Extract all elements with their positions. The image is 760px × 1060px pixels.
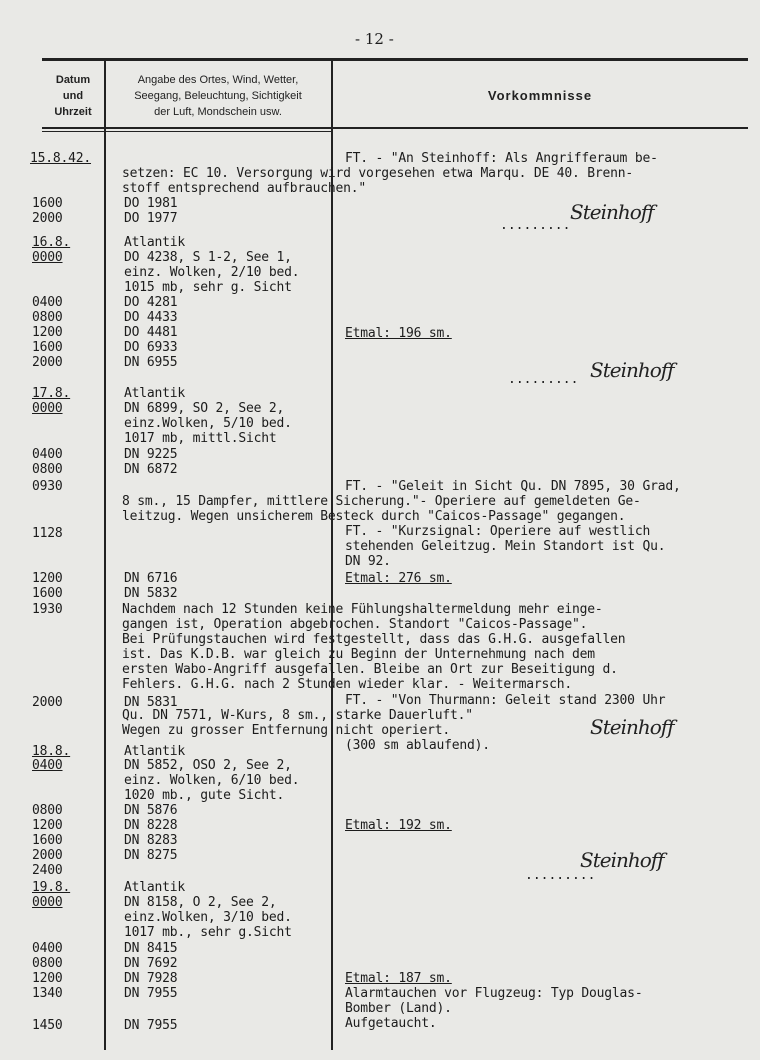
signature-dots-1: ......... [500, 218, 571, 233]
log-line: 1600 [32, 196, 63, 211]
log-line: 1600 [32, 586, 63, 601]
log-line: DO 6933 [124, 340, 178, 355]
log-line: ersten Wabo-Angriff ausgefallen. Bleibe an Ort zur Beseitigung d. [122, 662, 618, 677]
log-line: 1200 [32, 325, 63, 340]
header-location-weather [108, 72, 328, 120]
log-line: Etmal: 276 sm. [345, 571, 452, 586]
log-line: 1930 [32, 602, 63, 617]
log-line: ist. Das K.D.B. war gleich zu Beginn der Unternehmung nach dem [122, 647, 595, 662]
log-line: DN 5831 [124, 695, 178, 710]
log-line: DN 6872 [124, 462, 178, 477]
log-line: 1450 [32, 1018, 63, 1033]
log-line: DN 92. [345, 554, 391, 569]
log-line: 0000 [32, 895, 63, 910]
log-line: Atlantik [124, 880, 186, 895]
log-line: 0400 [32, 758, 63, 773]
log-line: 0800 [32, 803, 63, 818]
log-line: Nachdem nach 12 Stunden keine Fühlungshaltermeldung mehr einge- [122, 602, 603, 617]
log-line: DN 6955 [124, 355, 178, 370]
log-line: DN 8415 [124, 941, 178, 956]
header-bottom-rule-2 [42, 131, 332, 132]
log-line: stehenden Geleitzug. Mein Standort ist Qu. [345, 539, 666, 554]
log-line: 18.8. [32, 744, 71, 759]
log-line: DN 7928 [124, 971, 178, 986]
log-line: DO 4481 [124, 325, 178, 340]
log-line: 16.8. [32, 235, 71, 250]
log-line: 0800 [32, 956, 63, 971]
log-line: FT. - "Von Thurmann: Geleit stand 2300 Uhr [345, 693, 666, 708]
log-line: DO 4281 [124, 295, 178, 310]
header-top-rule [42, 58, 748, 61]
log-line: 1600 [32, 340, 63, 355]
log-line: Atlantik [124, 744, 186, 759]
log-line: Fehlers. G.H.G. nach 2 Stunden wieder klar. - Weitermarsch. [122, 677, 572, 692]
log-line: 1017 mb, mittl.Sicht [124, 431, 277, 446]
log-line: DO 4433 [124, 310, 178, 325]
log-line: einz.Wolken, 3/10 bed. [124, 910, 292, 925]
header-location-line-2: Seegang, Beleuchtung, Sichtigkeit [134, 90, 302, 102]
log-line: 19.8. [32, 880, 71, 895]
log-line: DO 4238, S 1-2, See 1, [124, 250, 292, 265]
header-location-line-1: Angabe des Ortes, Wind, Wetter, [137, 74, 299, 86]
log-line: FT. - "Geleit in Sicht Qu. DN 7895, 30 Grad, [345, 479, 681, 494]
log-line: 17.8. [32, 386, 71, 401]
log-line: 0400 [32, 295, 63, 310]
header-date-line-3: Uhrzeit [54, 106, 92, 118]
log-line: FT. - "An Steinhoff: Als Angrifferaum be- [345, 151, 658, 166]
log-line: Bomber (Land). [345, 1001, 452, 1016]
log-line: 1015 mb, sehr g. Sicht [124, 280, 292, 295]
signature-1: Steinhoff [570, 200, 654, 224]
signature-dots-2: ......... [508, 372, 579, 387]
log-line: DN 5852, OSO 2, See 2, [124, 758, 292, 773]
column-divider-1 [104, 60, 106, 1050]
log-line: DO 1977 [124, 211, 178, 226]
log-line: 1128 [32, 526, 63, 541]
log-line: 2400 [32, 863, 63, 878]
log-line: FT. - "Kurzsignal: Operiere auf westlich [345, 524, 651, 539]
log-line: DN 8283 [124, 833, 178, 848]
log-line: 1340 [32, 986, 63, 1001]
header-bottom-rule [42, 127, 748, 129]
log-line: 1200 [32, 818, 63, 833]
log-line: DN 6899, SO 2, See 2, [124, 401, 285, 416]
log-line: 0400 [32, 941, 63, 956]
log-line: setzen: EC 10. Versorgung wird vorgesehen etwa Marqu. DE 40. Brenn- [122, 166, 633, 181]
log-line: DN 8228 [124, 818, 178, 833]
log-line: DN 6716 [124, 571, 178, 586]
log-line: Atlantik [124, 235, 186, 250]
signature-4: Steinhoff [580, 848, 664, 872]
log-line: Atlantik [124, 386, 186, 401]
log-line: Etmal: 192 sm. [345, 818, 452, 833]
log-line: 15.8.42. [30, 151, 92, 166]
log-line: 1200 [32, 971, 63, 986]
log-line: leitzug. Wegen unsicherem Besteck durch "Caicos-Passage" gegangen. [122, 509, 626, 524]
column-divider-2 [331, 60, 333, 1050]
log-line: Alarmtauchen vor Flugzeug: Typ Douglas- [345, 986, 643, 1001]
log-line: 2000 [32, 848, 63, 863]
log-line: DN 7692 [124, 956, 178, 971]
header-date-line-2: und [62, 90, 84, 102]
log-line: 0800 [32, 310, 63, 325]
log-line: Etmal: 196 sm. [345, 326, 452, 341]
log-line: DO 1981 [124, 196, 178, 211]
log-line: DN 7955 [124, 1018, 178, 1033]
log-line: DN 8275 [124, 848, 178, 863]
log-line: 0000 [32, 401, 63, 416]
signature-3: Steinhoff [590, 715, 674, 739]
signature-dots-4: ......... [525, 868, 596, 883]
log-line: DN 7955 [124, 986, 178, 1001]
page-number: - 12 - [355, 30, 394, 48]
log-line: DN 9225 [124, 447, 178, 462]
log-line: 1600 [32, 833, 63, 848]
log-line: DN 8158, O 2, See 2, [124, 895, 277, 910]
log-line: stoff entsprechend aufbrauchen." [122, 181, 367, 196]
header-events: Vorkommnisse [487, 88, 593, 103]
log-line: DN 5876 [124, 803, 178, 818]
log-line: DN 5832 [124, 586, 178, 601]
log-line: Aufgetaucht. [345, 1016, 437, 1031]
log-line: 1020 mb., gute Sicht. [124, 788, 285, 803]
header-date-time [44, 72, 102, 120]
log-line: 0000 [32, 250, 63, 265]
log-line: 8 sm., 15 Dampfer, mittlere Sicherung."- Operiere auf gemeldeten Ge- [122, 494, 641, 509]
log-line: einz. Wolken, 6/10 bed. [124, 773, 300, 788]
header-location-line-3: der Luft, Mondschein usw. [154, 106, 282, 118]
header-date-line-1: Datum [55, 74, 91, 86]
log-line: 2000 [32, 695, 63, 710]
log-line: 1200 [32, 571, 63, 586]
log-line: Qu. DN 7571, W-Kurs, 8 sm., starke Dauerluft." [122, 708, 473, 723]
log-line: 2000 [32, 355, 63, 370]
log-line: Wegen zu grosser Entfernung nicht operiert. [122, 723, 450, 738]
log-line: Etmal: 187 sm. [345, 971, 452, 986]
log-line: 2000 [32, 211, 63, 226]
signature-2: Steinhoff [590, 358, 674, 382]
log-line: 0400 [32, 447, 63, 462]
log-line: (300 sm ablaufend). [345, 738, 490, 753]
log-line: Bei Prüfungstauchen wird festgestellt, dass das G.H.G. ausgefallen [122, 632, 626, 647]
log-line: 1017 mb., sehr g.Sicht [124, 925, 292, 940]
log-line: einz.Wolken, 5/10 bed. [124, 416, 292, 431]
log-line: 0800 [32, 462, 63, 477]
log-line: einz. Wolken, 2/10 bed. [124, 265, 300, 280]
log-line: 0930 [32, 479, 63, 494]
log-line: gangen ist, Operation abgebrochen. Standort "Caicos-Passage". [122, 617, 588, 632]
